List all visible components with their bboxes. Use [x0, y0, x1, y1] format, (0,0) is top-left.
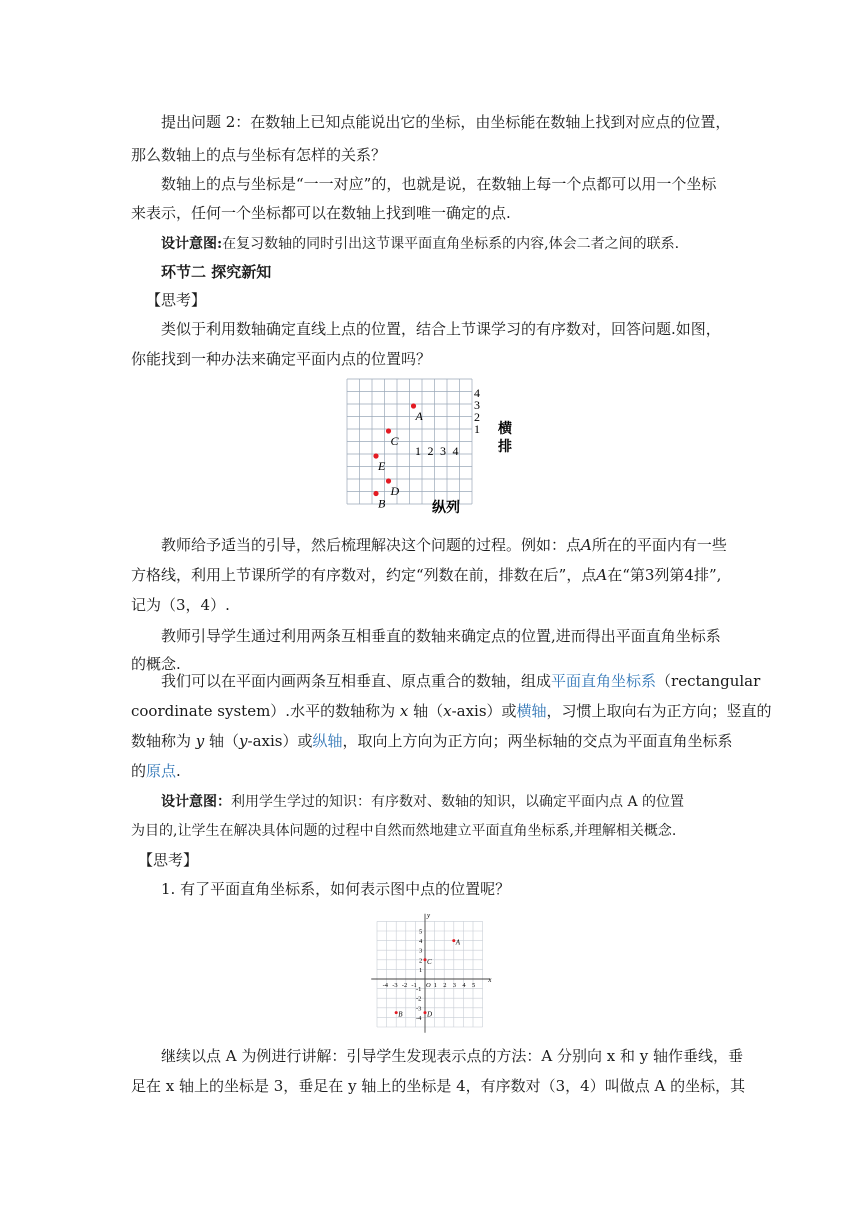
paragraph-teacher-line2: 方格线，利用上节课所学的有序数对，约定“列数在前，排数在后”，点A在“第3列第4排”, — [131, 566, 722, 584]
point-label-c: C — [427, 957, 432, 966]
def-text: . — [176, 762, 181, 780]
def-text: 轴（ — [408, 702, 444, 720]
def-text: 数轴称为 — [131, 732, 196, 750]
point-c — [386, 428, 391, 433]
column-numbers — [415, 444, 459, 458]
def-text: ，习惯上取向右为正方向；竖直的 — [546, 702, 772, 720]
def-text: coordinate system）.水平的数轴称为 — [131, 702, 400, 720]
paragraph-definition-line3 — [131, 731, 731, 751]
point-label-c: C — [390, 434, 399, 448]
y-tick-label: 2 — [419, 957, 423, 965]
design-intent-text: 利用学生学过的知识：有序数对、数轴的知识，以确定平面内点 A 的位置 — [231, 794, 685, 810]
paragraph-definition-line1 — [161, 671, 761, 691]
y-tick-label: 3 — [419, 947, 423, 955]
point-label-a: A — [455, 938, 461, 947]
paragraph-answer-line2: 来表示，任何一个坐标都可以在数轴上找到唯一确定的点. — [131, 204, 511, 222]
def-text: -axis）或 — [247, 732, 313, 750]
paragraph-definition-line4 — [131, 761, 731, 781]
y-tick-label: -1 — [416, 986, 422, 994]
paragraph-continue-line1: 继续以点 A 为例进行讲解：引导学生发现表示点的方法：A 分别向 x 和 y 轴作垂线，垂 — [161, 1047, 743, 1065]
term-origin: 原点 — [146, 762, 177, 780]
question-1: 1. 有了平面直角坐标系，如何表示图中点的位置呢？ — [161, 880, 511, 898]
paragraph-teacher-line3: 记为（3，4）. — [131, 596, 230, 614]
x-tick-label: 5 — [472, 982, 476, 989]
x-tick-label: -3 — [392, 982, 398, 989]
point-label-b: B — [398, 1010, 403, 1019]
x-tick-label: -1 — [411, 982, 417, 989]
row-number: 1 — [474, 422, 480, 436]
row-title-2: 排 — [498, 440, 512, 455]
paragraph-question2-line2: 那么数轴上的点与坐标有怎样的关系？ — [131, 146, 387, 164]
var-y: y — [195, 732, 205, 750]
def-text: 的 — [131, 762, 147, 780]
y-tick-label: 5 — [419, 928, 423, 936]
paragraph-definition-line2 — [131, 701, 772, 721]
x-tick-label: 3 — [452, 982, 457, 989]
x-tick-label: 2 — [443, 982, 447, 989]
column-number: 4 — [452, 444, 459, 458]
paragraph-answer-line1: 数轴上的点与坐标是“一一对应”的，也就是说，在数轴上每一个点都可以用一个坐标 — [161, 175, 717, 193]
design-intent-label: 设计意图: — [161, 236, 223, 252]
def-text: 我们可以在平面内画两条互相垂直、原点重合的数轴，组成 — [161, 672, 552, 690]
y-tick-label: -2 — [416, 995, 422, 1003]
design-intent-text: 在复习数轴的同时引出这节课平面直角坐标系的内容,体会二者之间的联系. — [222, 236, 680, 252]
paragraph-teacher-line1: 教师给予适当的引导，然后梳理解决这个问题的过程。例如：点A所在的平面内有一些 — [161, 536, 727, 554]
point-b — [373, 491, 378, 496]
point-label-a: A — [415, 409, 423, 423]
x-tick-label: -4 — [382, 982, 389, 989]
x-tick-label: 4 — [462, 982, 466, 989]
term-horizontal-axis: 横轴 — [516, 702, 547, 720]
section-heading: 环节二 探究新知 — [161, 263, 272, 281]
x-tick-label: O — [426, 982, 431, 989]
term-rectangular-coordinate-system: 平面直角坐标系 — [551, 672, 657, 690]
paragraph-similar-line1: 类似于利用数轴确定直线上点的位置，结合上节课学习的有序数对，回答问题.如图， — [161, 320, 721, 338]
paragraph-guide-line2: 的概念. — [131, 655, 181, 673]
x-axis-label: x — [488, 976, 492, 984]
paragraph-question2-line1: 提出问题 2：在数轴上已知点能说出它的坐标，由坐标能在数轴上找到对应点的位置， — [161, 113, 731, 131]
column-title: 纵列 — [432, 501, 460, 516]
think-heading-1: 【思考】 — [146, 291, 207, 309]
row-number: 2 — [474, 410, 480, 424]
design-intent-2-line1 — [161, 792, 761, 812]
y-tick-label: -3 — [416, 1005, 422, 1013]
point-label-b: B — [378, 496, 386, 511]
figure-grid-points — [340, 375, 530, 520]
point-label-e: E — [378, 459, 386, 473]
column-number: 2 — [427, 444, 434, 458]
x-tick-label: -2 — [401, 982, 408, 989]
var-y: y — [239, 732, 248, 750]
paragraph-similar-line2: 你能找到一种办法来确定平面内点的位置吗？ — [131, 350, 432, 368]
column-number: 3 — [440, 444, 446, 458]
design-intent-1 — [161, 234, 761, 254]
y-axis-label: y — [427, 911, 431, 920]
y-tick-label: -4 — [416, 1014, 422, 1022]
def-text: （rectangular — [656, 672, 761, 690]
row-title-1: 横 — [498, 422, 512, 437]
x-tick-label: 1 — [433, 982, 437, 989]
paragraph-continue-line2: 足在 x 轴上的坐标是 3，垂足在 y 轴上的坐标是 4，有序数对（3，4）叫做点 A 的坐标，其 — [131, 1077, 746, 1095]
grid-lines — [347, 379, 472, 504]
point-a — [411, 403, 416, 408]
design-intent-2-line2: 为目的,让学生在解决具体问题的过程中自然而然地建立平面直角坐标系,并理解相关概念. — [131, 823, 677, 839]
design-intent-label: 设计意图： — [161, 794, 231, 810]
think-heading-2: 【思考】 — [138, 851, 199, 869]
term-vertical-axis: 纵轴 — [312, 732, 343, 750]
var-x: x — [399, 702, 409, 720]
point-e — [373, 453, 378, 458]
point-label-d: D — [427, 1010, 433, 1019]
point-d — [386, 478, 391, 483]
y-tick-label: 4 — [419, 938, 423, 946]
def-text: ，取向上方向为正方向；两坐标轴的交点为平面直角坐标系 — [342, 732, 733, 750]
point-label-d: D — [390, 484, 400, 498]
y-tick-label: 1 — [419, 966, 423, 974]
row-numbers — [474, 386, 480, 436]
figure-coordinate-plane — [362, 905, 502, 1035]
paragraph-guide-line1: 教师引导学生通过利用两条互相垂直的数轴来确定点的位置,进而得出平面直角坐标系 — [161, 627, 721, 645]
column-number: 1 — [415, 444, 421, 458]
var-x: x — [443, 702, 452, 720]
row-number: 4 — [474, 386, 480, 400]
def-text: 轴（ — [204, 732, 240, 750]
def-text: -axis）或 — [451, 702, 517, 720]
row-number: 3 — [474, 398, 480, 412]
